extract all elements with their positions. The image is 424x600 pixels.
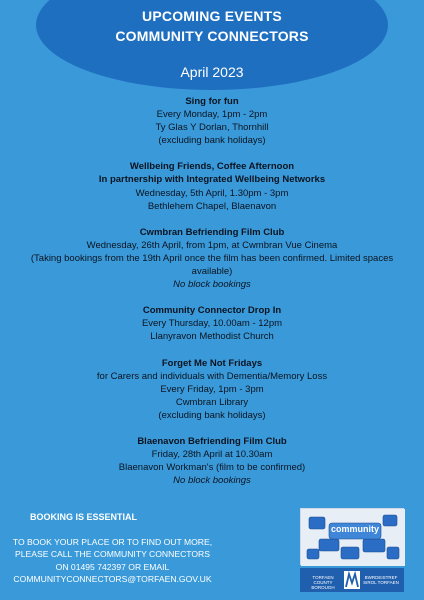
event-detail: Llanyravon Methodist Church	[150, 331, 274, 343]
booking-essential-label: BOOKING IS ESSENTIAL	[30, 512, 138, 522]
event-title: Forget Me Not Fridays	[161, 357, 263, 369]
council-name-english: TORFAEN COUNTY BOROUGH	[311, 575, 335, 590]
event-detail: No block bookings	[173, 475, 251, 487]
page-title	[0, 6, 424, 46]
month-label: April 2023	[180, 64, 244, 80]
contact-line: COMMUNITYCONNECTORS@TORFAEN.GOV.UK	[13, 574, 212, 585]
event-detail: Wednesday, 26th April, from 1pm, at Cwmbran Vue Cinema	[86, 239, 338, 251]
event-title: Community Connector Drop In	[142, 305, 282, 317]
event-detail: Blaenavon Workman's (film to be confirmed)	[118, 462, 306, 474]
event-detail: Every Monday, 1pm - 2pm	[156, 109, 268, 121]
contact-line: PLEASE CALL THE COMMUNITY CONNECTORS	[15, 549, 210, 560]
contact-line: TO BOOK YOUR PLACE OR TO FIND OUT MORE,	[12, 537, 213, 547]
event-detail: Friday, 28th April at 10.30am	[151, 449, 273, 461]
title-line-2: COMMUNITY CONNECTORS	[115, 28, 309, 44]
puzzle-logo-image	[300, 508, 404, 565]
event-detail: (excluding bank holidays)	[158, 135, 266, 147]
event-block	[14, 226, 410, 291]
event-detail: Wednesday, 5th April, 1.30pm - 3pm	[135, 187, 289, 199]
event-detail: In partnership with Integrated Wellbeing Networks	[98, 174, 326, 186]
event-detail: Ty Glas Y Dorlan, Thornhill	[155, 122, 269, 134]
event-block	[14, 357, 410, 422]
event-title: Sing for fun	[185, 96, 239, 107]
event-block	[14, 160, 410, 212]
event-title: Blaenavon Befriending Film Club	[137, 435, 287, 447]
event-block	[14, 304, 410, 343]
event-detail: Every Friday, 1pm - 3pm	[160, 383, 264, 395]
event-title: Wellbeing Friends, Coffee Afternoon	[129, 161, 295, 173]
council-emblem-icon	[344, 571, 360, 589]
puzzle-logo-text: community	[331, 524, 380, 534]
event-detail: No block bookings	[173, 279, 251, 291]
event-title: Cwmbran Befriending Film Club	[139, 226, 285, 238]
title-line-1: UPCOMING EVENTS	[142, 8, 282, 24]
event-detail: (excluding bank holidays)	[158, 409, 266, 421]
council-logo	[300, 568, 404, 592]
event-block	[14, 95, 410, 147]
contact-info	[10, 536, 215, 586]
council-name-welsh: BWRDEISTREF SIROL TORFAEN	[363, 575, 399, 585]
community-connectors-logo	[300, 508, 404, 592]
event-detail: Bethlehem Chapel, Blaenavon	[147, 200, 277, 212]
puzzle-icon	[301, 509, 405, 566]
event-detail: (Taking bookings from the 19th April once the film has been confirmed. Limited spaces available)	[30, 252, 394, 278]
event-detail: for Carers and individuals with Dementia/Memory Loss	[96, 370, 328, 382]
events-list	[14, 95, 410, 500]
event-detail: Every Thursday, 10.00am - 12pm	[141, 318, 283, 330]
event-detail: Cwmbran Library	[175, 396, 249, 408]
contact-line: ON 01495 742397 OR EMAIL	[55, 561, 170, 572]
event-block	[14, 435, 410, 487]
